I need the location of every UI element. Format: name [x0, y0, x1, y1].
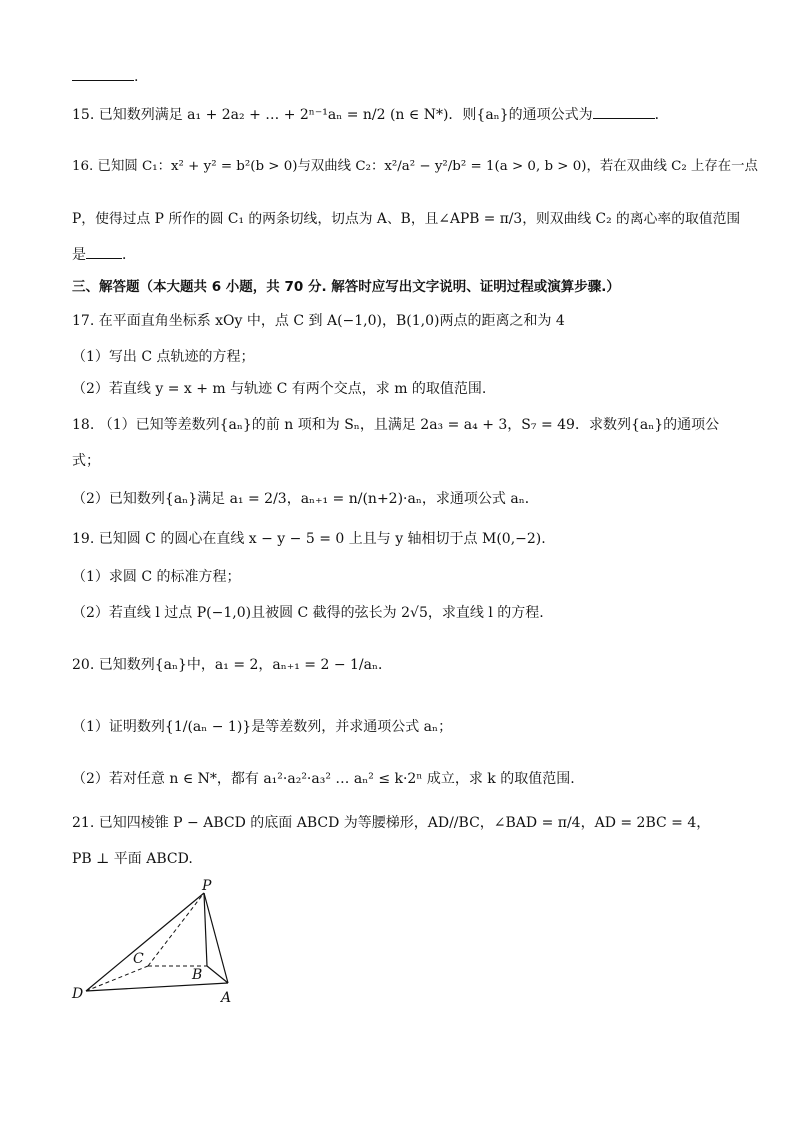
question-19: 19. 已知圆 C 的圆心在直线 x − y − 5 = 0 上且与 y 轴相切于点 M(0,−2).	[72, 531, 546, 547]
vertex-label-b: B	[192, 967, 203, 983]
question-21-line-2: PB ⊥ 平面 ABCD.	[72, 851, 193, 867]
answer-blank[interactable]	[72, 66, 134, 81]
question-20: 20. 已知数列{aₙ}中，a₁ = 2，aₙ₊₁ = 2 − 1/aₙ．	[72, 657, 393, 673]
question-19-part-1: （1）求圆 C 的标准方程；	[72, 569, 241, 585]
question-20-part-2: （2）若对任意 n ∈ N*，都有 a₁²·a₂²·a₃² … aₙ² ≤ k·2ⁿ 成立，求 k 的取值范围.	[72, 771, 575, 787]
question-16-line-1: 16. 已知圆 C₁：x² + y² = b²(b > 0)与双曲线 C₂：x²/a² − y²/b² = 1(a > 0, b > 0)，若在双曲线 C₂ 上存在一点	[72, 159, 758, 174]
pyramid-figure	[60, 878, 260, 1008]
question-18-part-2: （2）已知数列{aₙ}满足 a₁ = 2/3，aₙ₊₁ = n/(n+2)·aₙ，求通项公式 aₙ．	[72, 491, 539, 507]
question-17-part-1: （1）写出 C 点轨迹的方程；	[72, 349, 255, 365]
question-16-line-2: P，使得过点 P 所作的圆 C₁ 的两条切线，切点为 A、B，且∠APB = π/3，则双曲线 C₂ 的离心率的取值范围	[72, 211, 741, 227]
answer-line-14: .	[72, 66, 734, 88]
question-20-part-1: （1）证明数列{1/(aₙ − 1)}是等差数列，并求通项公式 aₙ；	[72, 719, 453, 735]
vertex-label-p: P	[202, 878, 212, 894]
vertex-label-a: A	[221, 990, 232, 1006]
edge-pd	[86, 893, 204, 991]
question-17: 17. 在平面直角坐标系 xOy 中，点 C 到 A(−1,0)，B(1,0)两点的距离之和为 4	[72, 313, 565, 329]
edge-pc	[148, 893, 204, 966]
question-18-line-2: 式；	[72, 453, 100, 469]
question-17-part-2: （2）若直线 y = x + m 与轨迹 C 有两个交点，求 m 的取值范围.	[72, 381, 487, 397]
question-16-line-3: 是 ．	[72, 244, 734, 266]
edge-ba	[207, 966, 228, 983]
question-19-part-2: （2）若直线 l 过点 P(−1,0)且被圆 C 截得的弦长为 2√5，求直线 l 的方程.	[72, 605, 544, 621]
answer-blank[interactable]	[593, 104, 655, 119]
section-heading-3: 三、解答题（本大题共 6 小题，共 70 分. 解答时应写出文字说明、证明过程或演算步骤.）	[72, 279, 620, 295]
vertex-label-c: C	[133, 951, 144, 967]
question-18-line-1: 18. （1）已知等差数列{aₙ}的前 n 项和为 Sₙ，且满足 2a₃ = a₄ + 3，S₇ = 49．求数列{aₙ}的通项公	[72, 417, 720, 433]
edge-dc	[86, 966, 148, 991]
answer-blank[interactable]	[86, 244, 122, 259]
question-15: 15. 已知数列满足 a₁ + 2a₂ + … + 2ⁿ⁻¹aₙ = n/2 (n ∈ N*)．则{aₙ}的通项公式为 ．	[72, 104, 734, 126]
question-21-line-1: 21. 已知四棱锥 P − ABCD 的底面 ABCD 为等腰梯形，AD//BC，∠BAD = π/4，AD = 2BC = 4，	[72, 815, 711, 831]
vertex-label-d: D	[72, 986, 84, 1002]
edge-pa	[204, 893, 228, 983]
pyramid-diagram	[60, 878, 260, 1008]
edge-da	[86, 983, 228, 991]
